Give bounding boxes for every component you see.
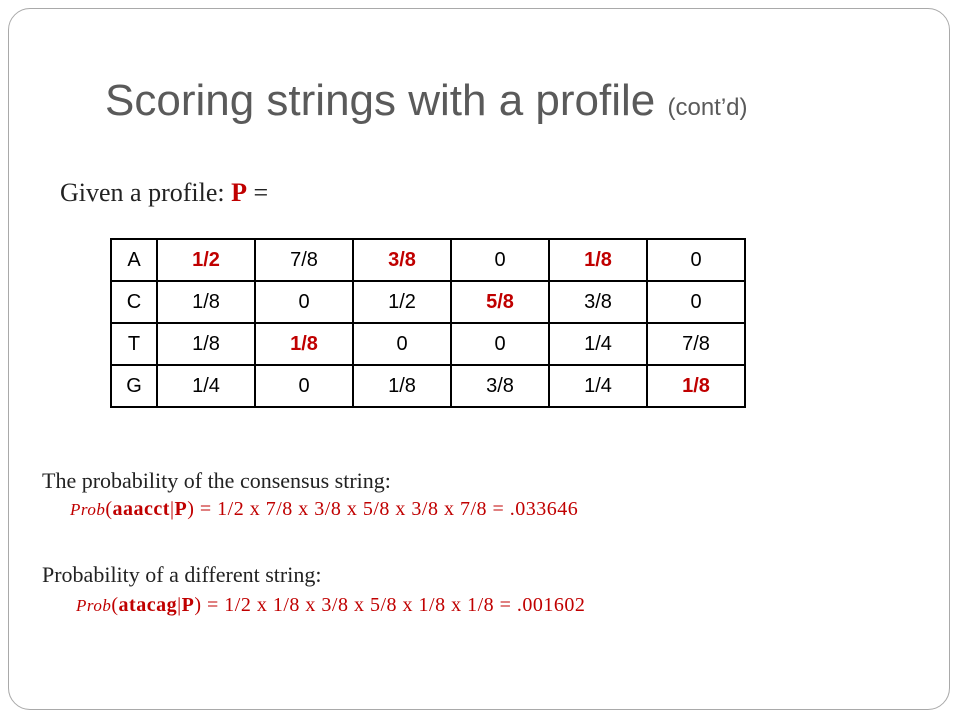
profile-row-label: A <box>111 239 157 281</box>
profile-cell: 7/8 <box>255 239 353 281</box>
consensus-string: aaacct <box>112 498 170 520</box>
different-open: ( <box>111 594 119 616</box>
profile-cell: 1/8 <box>157 323 255 365</box>
profile-row-g <box>111 365 745 407</box>
title-suffix: (cont’d) <box>667 94 748 121</box>
profile-cell: 1/8 <box>549 239 647 281</box>
different-close: ) <box>194 594 202 616</box>
profile-cell: 1/8 <box>353 365 451 407</box>
different-formula <box>76 594 585 617</box>
profile-row-a <box>111 239 745 281</box>
profile-cell: 1/4 <box>157 365 255 407</box>
consensus-formula <box>70 498 578 521</box>
profile-cell: 1/8 <box>255 323 353 365</box>
different-prob-word: Prob <box>76 596 112 615</box>
slide-title <box>105 76 748 126</box>
given-variable: P <box>231 178 247 207</box>
consensus-close: ) <box>187 498 195 520</box>
profile-row-label: C <box>111 281 157 323</box>
consensus-bar: | <box>169 498 175 520</box>
profile-cell: 3/8 <box>451 365 549 407</box>
consensus-rhs: = 1/2 x 7/8 x 3/8 x 5/8 x 3/8 x 7/8 = .033646 <box>194 498 579 520</box>
profile-cell: 0 <box>647 281 745 323</box>
given-equals: = <box>247 178 269 207</box>
profile-cell: 0 <box>451 239 549 281</box>
consensus-open: ( <box>105 498 113 520</box>
profile-cell: 1/2 <box>157 239 255 281</box>
profile-cell: 1/8 <box>157 281 255 323</box>
profile-cell: 3/8 <box>353 239 451 281</box>
profile-cell: 0 <box>647 239 745 281</box>
profile-row-c <box>111 281 745 323</box>
profile-cell: 1/4 <box>549 365 647 407</box>
consensus-var: P <box>174 498 188 520</box>
profile-cell: 0 <box>255 365 353 407</box>
given-profile-label <box>60 178 268 208</box>
profile-row-label: T <box>111 323 157 365</box>
different-rhs: = 1/2 x 1/8 x 3/8 x 5/8 x 1/8 x 1/8 = .001602 <box>201 594 586 616</box>
profile-cell: 1/8 <box>647 365 745 407</box>
different-var: P <box>181 594 195 616</box>
title-main: Scoring strings with a profile <box>105 76 656 125</box>
different-string: atacag <box>118 594 178 616</box>
different-bar: | <box>177 594 182 616</box>
given-text: Given a profile: <box>60 178 232 207</box>
profile-cell: 0 <box>353 323 451 365</box>
profile-cell: 1/4 <box>549 323 647 365</box>
profile-row-label: G <box>111 365 157 407</box>
profile-cell: 5/8 <box>451 281 549 323</box>
consensus-heading: The probability of the consensus string: <box>42 468 391 493</box>
consensus-prob-word: Prob <box>70 500 106 519</box>
profile-matrix-body <box>111 239 745 407</box>
profile-matrix <box>110 238 746 408</box>
profile-cell: 7/8 <box>647 323 745 365</box>
profile-cell: 1/2 <box>353 281 451 323</box>
profile-cell: 3/8 <box>549 281 647 323</box>
profile-row-t <box>111 323 745 365</box>
profile-cell: 0 <box>255 281 353 323</box>
different-heading: Probability of a different string: <box>42 562 322 587</box>
profile-cell: 0 <box>451 323 549 365</box>
